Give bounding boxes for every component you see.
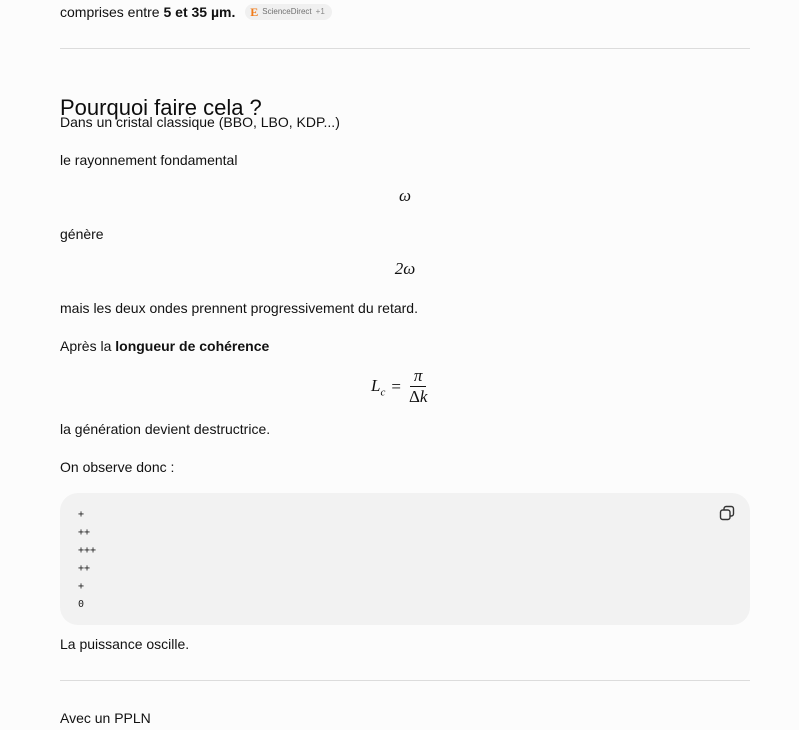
- paragraph: mais les deux ondes prennent progressivement du retard.: [60, 300, 418, 316]
- math-omega: ω: [398, 186, 411, 205]
- paragraph: Avec un PPLN: [60, 710, 151, 726]
- paragraph-bold: longueur de cohérence: [115, 338, 270, 354]
- code-line: +: [78, 581, 85, 592]
- code-content[interactable]: [78, 506, 96, 614]
- formula-lhs: $L_c$: [371, 375, 386, 399]
- code-line: +++: [78, 545, 97, 556]
- citation-extra-count: +1: [315, 7, 325, 16]
- copy-code-button[interactable]: [718, 504, 736, 522]
- formula-denominator: Δk: [408, 387, 428, 406]
- paragraph: Dans un cristal classique (BBO, LBO, KDP...): [60, 114, 340, 130]
- intro-prefix: comprises entre: [60, 4, 164, 20]
- paragraph: On observe donc :: [60, 459, 175, 475]
- paragraph: génère: [60, 226, 104, 242]
- citation-source: ScienceDirect: [262, 7, 312, 16]
- divider: [60, 48, 750, 49]
- code-line: 0: [78, 599, 85, 610]
- intro-bold: 5 et 35 µm: [163, 4, 232, 20]
- elsevier-logo-icon: E: [250, 5, 259, 19]
- code-line: ++: [78, 563, 91, 574]
- section-heading: Pourquoi faire cela ?: [60, 95, 262, 121]
- paragraph: la génération devient destructrice.: [60, 421, 271, 437]
- formula-fraction: [407, 367, 429, 407]
- intro-suffix: .: [231, 4, 236, 20]
- coherence-length-formula: [371, 366, 429, 408]
- code-line: +: [78, 509, 85, 520]
- divider: [60, 680, 750, 681]
- paragraph: La puissance oscille.: [60, 636, 190, 652]
- intro-line: [60, 2, 332, 22]
- paragraph-prefix: Après la: [60, 338, 116, 354]
- copy-icon: [718, 504, 736, 522]
- citation-badge[interactable]: [245, 4, 332, 20]
- code-line: ++: [78, 527, 91, 538]
- formula-equals: =: [391, 377, 401, 396]
- code-block: [60, 493, 750, 625]
- formula-numerator: π: [410, 367, 427, 387]
- paragraph: [60, 336, 269, 356]
- paragraph: le rayonnement fondamental: [60, 152, 238, 168]
- math-2omega: 2ω: [394, 259, 416, 278]
